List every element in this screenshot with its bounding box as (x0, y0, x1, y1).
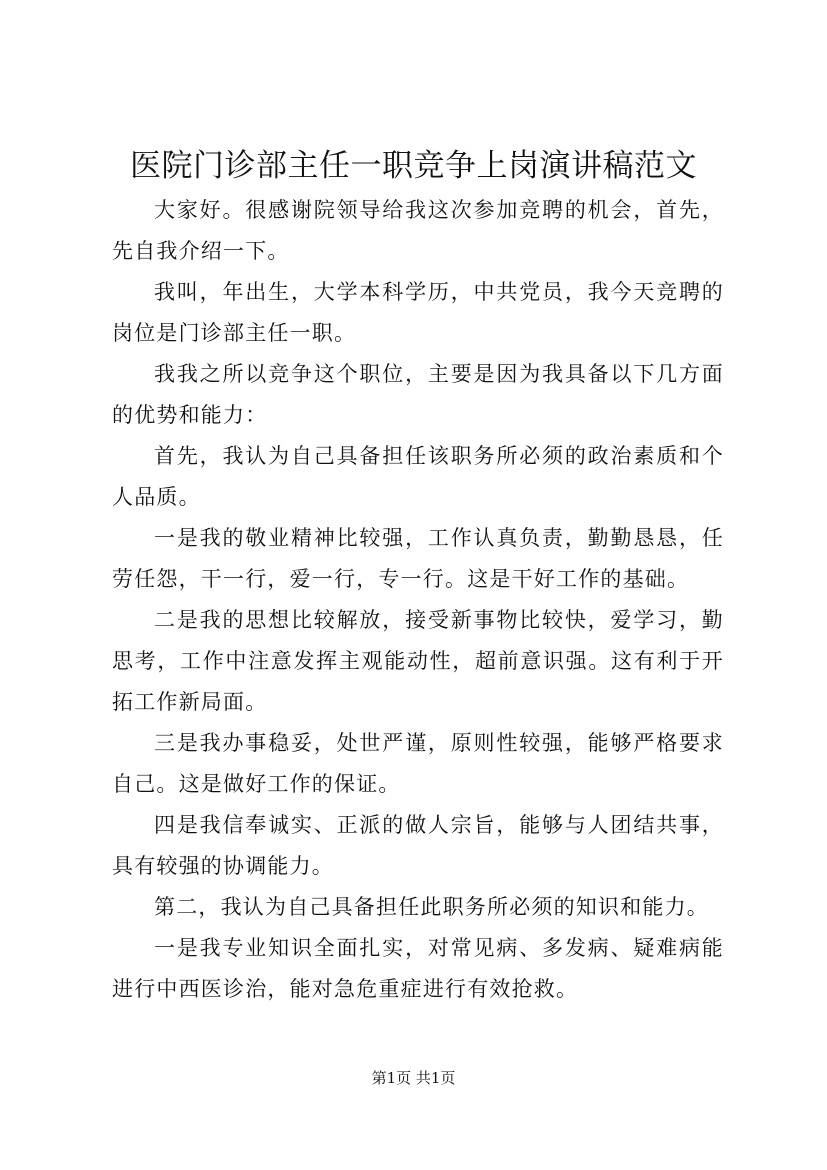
paragraph: 首先，我认为自己具备担任该职务所必须的政治素质和个人品质。 (112, 444, 724, 509)
document-title: 医院门诊部主任一职竞争上岗演讲稿范文 (130, 148, 697, 184)
paragraph: 一是我的敬业精神比较强，工作认真负责，勤勤恳恳，任劳任怨，干一行，爱一行，专一行。这是干好工作的基础。 (112, 526, 724, 591)
paragraph: 我叫，年出生，大学本科学历，中共党员，我今天竞聘的岗位是门诊部主任一职。 (112, 280, 724, 345)
paragraph: 我我之所以竞争这个职位，主要是因为我具备以下几方面的优势和能力： (112, 362, 724, 427)
page-number-footer: 第1页 共1页 (371, 1069, 456, 1087)
document-body (112, 190, 724, 1010)
paragraph: 一是我专业知识全面扎实，对常见病、多发病、疑难病能进行中西医诊治，能对急危重症进行有效抢救。 (112, 936, 724, 1001)
paragraph: 二是我的思想比较解放，接受新事物比较快，爱学习，勤思考，工作中注意发挥主观能动性，超前意识强。这有利于开拓工作新局面。 (112, 608, 724, 714)
paragraph: 四是我信奉诚实、正派的做人宗旨，能够与人团结共事，具有较强的协调能力。 (112, 813, 724, 878)
paragraph: 大家好。很感谢院领导给我这次参加竞聘的机会，首先，先自我介绍一下。 (112, 198, 724, 263)
paragraph: 三是我办事稳妥，处世严谨，原则性较强，能够严格要求自己。这是做好工作的保证。 (112, 731, 724, 796)
paragraph: 第二，我认为自己具备担任此职务所必须的知识和能力。 (154, 895, 709, 919)
